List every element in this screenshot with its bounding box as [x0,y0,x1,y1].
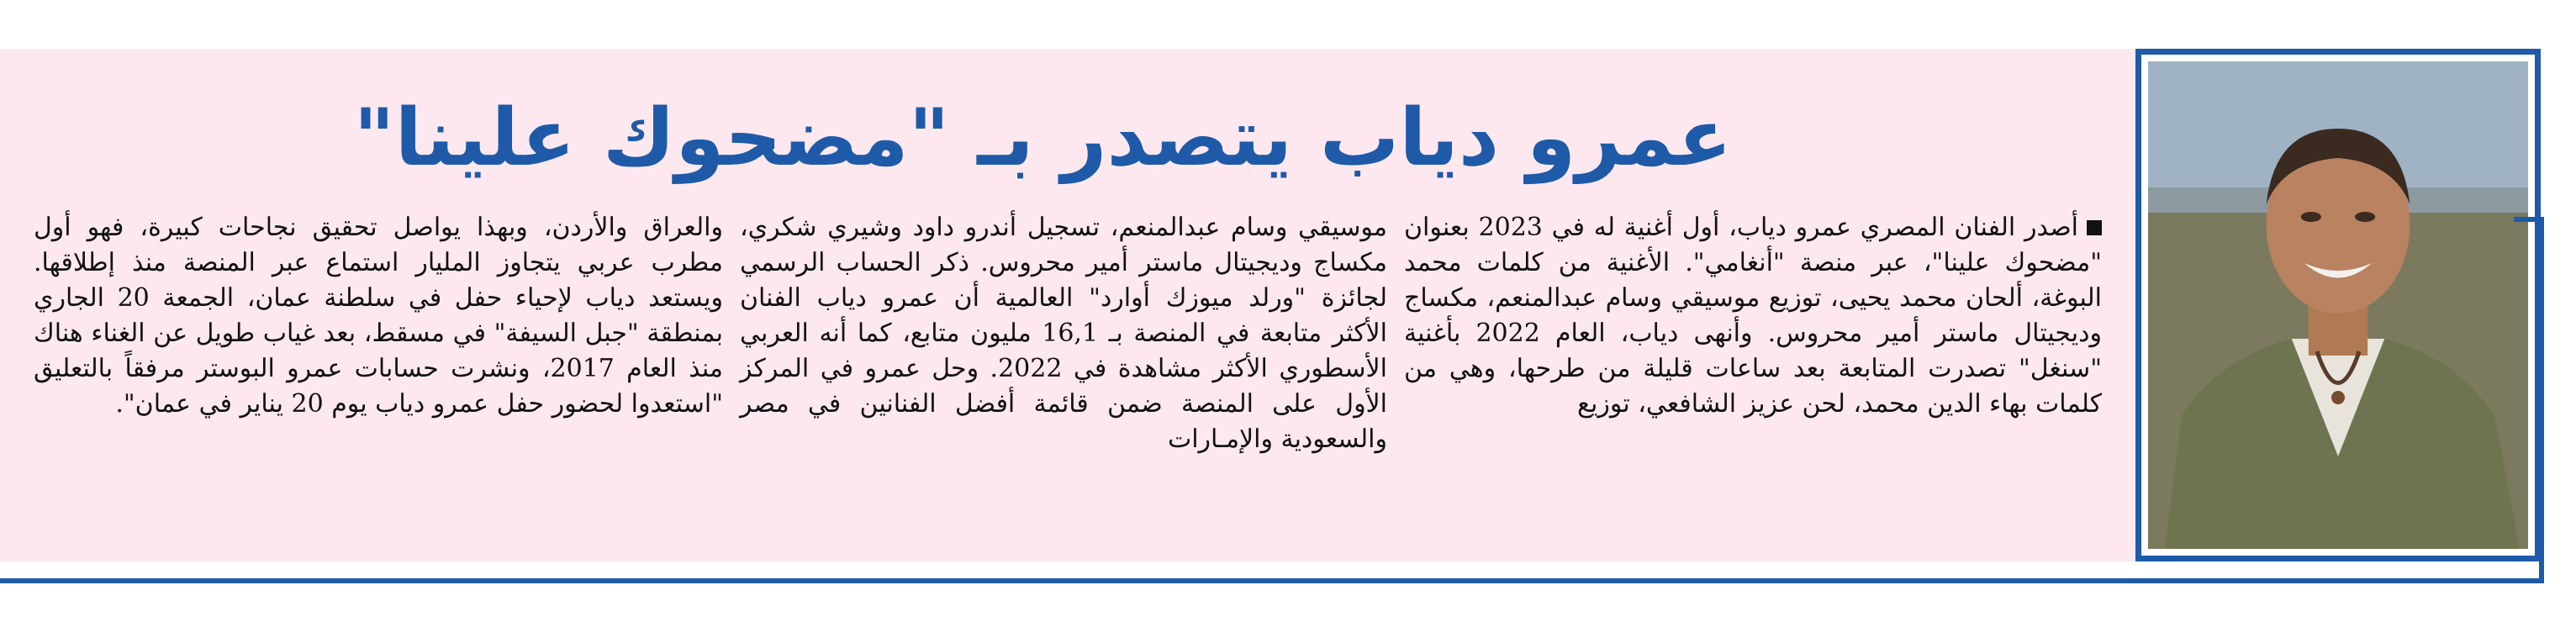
frame-bracket-right [2539,217,2544,578]
article-column-1 [1404,210,2102,530]
article-column-3 [34,210,723,530]
artist-photo [2148,61,2528,549]
article-column-2 [740,210,1387,530]
article-headline: عمرو دياب يتصدر بـ "مضحوك علينا" [353,92,1732,184]
artist-portrait-illustration [2148,61,2528,549]
column-1-text: أصدر الفنان المصري عمرو دياب، أول أغنية له في 2023 بعنوان "مضحوك علينا"، عبر منصة "أنغامي". الأغنية من كلمات محمد البوغة، ألحان محمد يحيى، توزيع موسيقي وسام عبدالمنعم، مكساج وديجيتال ماستر أمير محروس. وأنهى دياب، العام 2022 بأغنية "سنغل" تصدرت المتابعة بعد ساعات قليلة من طرحها، وهي من كلمات بهاء الدين محمد، لحن عزيز الشافعي، توزيع [1404,213,2102,419]
bullet-square-icon [2087,220,2102,235]
frame-bracket-bottom [0,578,2544,583]
column-2-text: موسيقي وسام عبدالمنعم، تسجيل أندرو داود وشيري شكري، مكساج وديجيتال ماستر أمير محروس. ذكر الحساب الرسمي لجائزة "ورلد ميوزك أوارد" العالمية أن عمرو دياب الفنان الأكثر متابعة في المنصة بـ 16,1 مليون متابع، كما أنه العربي الأسطوري الأكثر مشاهدة في 2022. وحل عمرو في المركز الأول على المنصة ضمن قائمة أفضل الفنانين في مصر والسعودية والإمـارات [740,213,1388,454]
column-3-text: والعراق والأردن، وبهذا يواصل تحقيق نجاحات كبيرة، فهو أول مطرب عربي يتجاوز المليار استماع عبر المنصة منذ إطلاقها. ويستعد دياب لإحياء حفل في سلطنة عمان، الجمعة 20 الجاري بمنطقة "جبل السيفة" في مسقط، بعد غياب طويل عن الغناء هناك منذ العام 2017، ونشرت حسابات عمرو البوستر مرفقاً بالتعليق "استعدوا لحضور حفل عمرو دياب يوم 20 يناير في عمان". [34,213,723,419]
photo-frame [2135,49,2541,561]
